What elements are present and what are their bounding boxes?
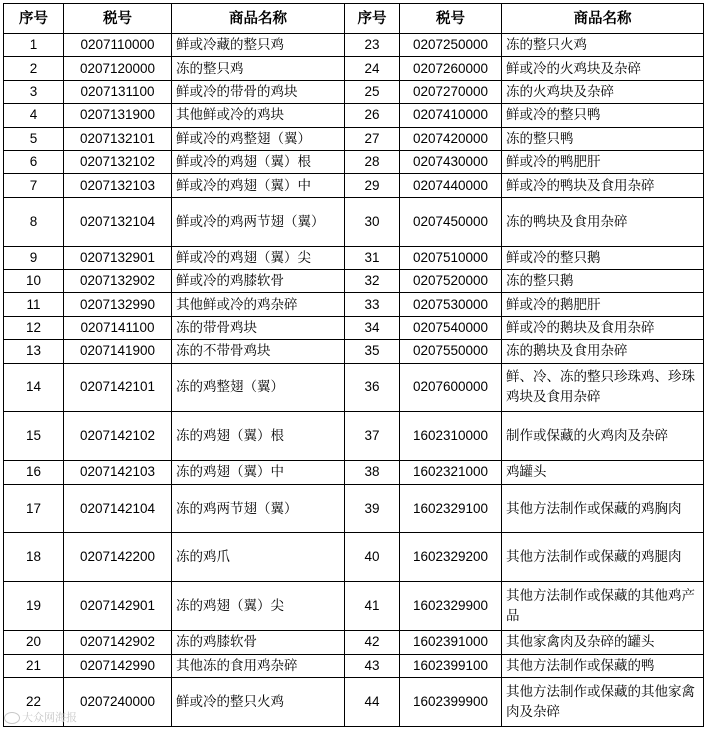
tax-code-right: 0207540000 (400, 316, 502, 339)
table-row (4, 34, 704, 57)
tax-code-right: 0207260000 (400, 57, 502, 80)
product-name-right: 鲜或冷的整只鸭 (502, 104, 704, 127)
watermark-logo-icon (4, 712, 20, 724)
product-name-left: 鲜或冷的带骨的鸡块 (172, 80, 345, 103)
row-number-left: 9 (4, 246, 64, 269)
row-number-left: 6 (4, 150, 64, 173)
product-name-right: 鲜或冷的火鸡块及杂碎 (502, 57, 704, 80)
table-row (4, 412, 704, 461)
row-number-right: 42 (345, 631, 400, 654)
row-number-left: 10 (4, 269, 64, 292)
tax-code-left: 0207132902 (64, 269, 172, 292)
tax-code-right: 0207520000 (400, 269, 502, 292)
product-name-right: 冻的整只鹅 (502, 269, 704, 292)
product-name-right: 冻的鸭块及食用杂碎 (502, 197, 704, 246)
product-name-left: 鲜或冷藏的整只鸡 (172, 34, 345, 57)
row-number-right: 44 (345, 677, 400, 726)
tax-code-right: 1602329100 (400, 484, 502, 533)
product-name-right: 制作或保藏的火鸡肉及杂碎 (502, 412, 704, 461)
table-row (4, 197, 704, 246)
row-number-right: 30 (345, 197, 400, 246)
tax-code-right: 0207270000 (400, 80, 502, 103)
header-no-right: 序号 (345, 4, 400, 34)
row-number-left: 20 (4, 631, 64, 654)
tax-code-right: 0207600000 (400, 363, 502, 412)
header-code-left: 税号 (64, 4, 172, 34)
row-number-right: 24 (345, 57, 400, 80)
tax-code-right: 1602321000 (400, 461, 502, 484)
tax-code-left: 0207142990 (64, 654, 172, 677)
tax-code-left: 0207132102 (64, 150, 172, 173)
tax-code-right: 0207550000 (400, 340, 502, 363)
row-number-right: 41 (345, 582, 400, 631)
product-name-left: 其他鲜或冷的鸡块 (172, 104, 345, 127)
row-number-right: 35 (345, 340, 400, 363)
row-number-left: 7 (4, 174, 64, 197)
product-name-right: 鲜或冷的鹅肥肝 (502, 293, 704, 316)
product-name-left: 冻的鸡翅（翼）根 (172, 412, 345, 461)
header-no-left: 序号 (4, 4, 64, 34)
tax-code-right: 0207510000 (400, 246, 502, 269)
row-number-right: 27 (345, 127, 400, 150)
tax-code-right: 1602399100 (400, 654, 502, 677)
row-number-right: 38 (345, 461, 400, 484)
row-number-right: 39 (345, 484, 400, 533)
row-number-right: 43 (345, 654, 400, 677)
product-name-right: 鲜、冷、冻的整只珍珠鸡、珍珠鸡块及食用杂碎 (502, 363, 704, 412)
tax-code-left: 0207141900 (64, 340, 172, 363)
product-name-left: 冻的鸡翅（翼）中 (172, 461, 345, 484)
header-name-right: 商品名称 (502, 4, 704, 34)
row-number-left: 3 (4, 80, 64, 103)
table-row (4, 461, 704, 484)
product-name-left: 其他冻的食用鸡杂碎 (172, 654, 345, 677)
product-name-left: 鲜或冷的鸡整翅（翼） (172, 127, 345, 150)
tax-code-left: 0207132990 (64, 293, 172, 316)
tax-code-left: 0207131100 (64, 80, 172, 103)
table-row (4, 533, 704, 582)
row-number-left: 22 (4, 677, 64, 726)
tax-code-right: 1602399900 (400, 677, 502, 726)
table-row (4, 127, 704, 150)
product-name-right: 冻的整只鸭 (502, 127, 704, 150)
tax-code-right: 1602391000 (400, 631, 502, 654)
tax-code-left: 0207141100 (64, 316, 172, 339)
product-name-right: 其他家禽肉及杂碎的罐头 (502, 631, 704, 654)
watermark (4, 709, 77, 725)
product-name-left: 冻的鸡膝软骨 (172, 631, 345, 654)
product-name-right: 鲜或冷的整只鹅 (502, 246, 704, 269)
header-code-right: 税号 (400, 4, 502, 34)
row-number-left: 13 (4, 340, 64, 363)
table-row (4, 174, 704, 197)
tax-code-left: 0207142200 (64, 533, 172, 582)
tax-code-left: 0207131900 (64, 104, 172, 127)
table-row (4, 80, 704, 103)
product-name-right: 其他方法制作或保藏的鸭 (502, 654, 704, 677)
tax-code-right: 0207250000 (400, 34, 502, 57)
product-name-left: 冻的鸡整翅（翼） (172, 363, 345, 412)
table-row (4, 269, 704, 292)
row-number-left: 17 (4, 484, 64, 533)
table-row (4, 150, 704, 173)
product-name-right: 其他方法制作或保藏的其他家禽肉及杂碎 (502, 677, 704, 726)
table-row (4, 631, 704, 654)
row-number-left: 21 (4, 654, 64, 677)
tax-code-left: 0207132104 (64, 197, 172, 246)
tax-code-right: 0207440000 (400, 174, 502, 197)
row-number-right: 29 (345, 174, 400, 197)
product-name-right: 其他方法制作或保藏的鸡胸肉 (502, 484, 704, 533)
product-name-left: 冻的鸡两节翅（翼） (172, 484, 345, 533)
tariff-table (3, 3, 704, 727)
table-row (4, 363, 704, 412)
tax-code-left: 0207142902 (64, 631, 172, 654)
row-number-left: 1 (4, 34, 64, 57)
tax-code-left: 0207110000 (64, 34, 172, 57)
product-name-left: 冻的不带骨鸡块 (172, 340, 345, 363)
row-number-right: 40 (345, 533, 400, 582)
row-number-left: 15 (4, 412, 64, 461)
tax-code-right: 0207430000 (400, 150, 502, 173)
product-name-right: 冻的火鸡块及杂碎 (502, 80, 704, 103)
table-row (4, 582, 704, 631)
product-name-right: 冻的整只火鸡 (502, 34, 704, 57)
table-row (4, 654, 704, 677)
row-number-right: 31 (345, 246, 400, 269)
product-name-right: 冻的鹅块及食用杂碎 (502, 340, 704, 363)
tax-code-right: 0207410000 (400, 104, 502, 127)
row-number-left: 4 (4, 104, 64, 127)
product-name-right: 鲜或冷的鸭肥肝 (502, 150, 704, 173)
product-name-right: 其他方法制作或保藏的鸡腿肉 (502, 533, 704, 582)
product-name-left: 鲜或冷的鸡翅（翼）根 (172, 150, 345, 173)
row-number-left: 8 (4, 197, 64, 246)
table-body (4, 34, 704, 727)
row-number-right: 25 (345, 80, 400, 103)
row-number-left: 14 (4, 363, 64, 412)
product-name-left: 其他鲜或冷的鸡杂碎 (172, 293, 345, 316)
row-number-left: 18 (4, 533, 64, 582)
row-number-right: 34 (345, 316, 400, 339)
product-name-left: 鲜或冷的整只火鸡 (172, 677, 345, 726)
row-number-right: 37 (345, 412, 400, 461)
row-number-right: 36 (345, 363, 400, 412)
tax-code-right: 0207420000 (400, 127, 502, 150)
tax-code-left: 0207142102 (64, 412, 172, 461)
tax-code-left: 0207132103 (64, 174, 172, 197)
product-name-left: 鲜或冷的鸡膝软骨 (172, 269, 345, 292)
row-number-left: 11 (4, 293, 64, 316)
row-number-right: 23 (345, 34, 400, 57)
tax-code-left: 0207142104 (64, 484, 172, 533)
product-name-right: 鸡罐头 (502, 461, 704, 484)
product-name-left: 冻的带骨鸡块 (172, 316, 345, 339)
product-name-left: 鲜或冷的鸡翅（翼）尖 (172, 246, 345, 269)
header-row (4, 4, 704, 34)
table-row (4, 104, 704, 127)
table-row (4, 293, 704, 316)
table-row (4, 57, 704, 80)
header-name-left: 商品名称 (172, 4, 345, 34)
product-name-left: 冻的鸡翅（翼）尖 (172, 582, 345, 631)
product-name-left: 冻的鸡爪 (172, 533, 345, 582)
product-name-left: 冻的整只鸡 (172, 57, 345, 80)
row-number-right: 26 (345, 104, 400, 127)
tax-code-left: 0207120000 (64, 57, 172, 80)
tax-code-right: 1602329200 (400, 533, 502, 582)
table-row (4, 484, 704, 533)
product-name-right: 其他方法制作或保藏的其他鸡产品 (502, 582, 704, 631)
row-number-left: 19 (4, 582, 64, 631)
table-row (4, 246, 704, 269)
tax-code-right: 0207450000 (400, 197, 502, 246)
tax-code-left: 0207240000 (64, 677, 172, 726)
tax-code-left: 0207142101 (64, 363, 172, 412)
product-name-left: 鲜或冷的鸡两节翅（翼） (172, 197, 345, 246)
table-row (4, 677, 704, 726)
tax-code-right: 0207530000 (400, 293, 502, 316)
tax-code-right: 1602329900 (400, 582, 502, 631)
product-name-right: 鲜或冷的鸭块及食用杂碎 (502, 174, 704, 197)
row-number-right: 33 (345, 293, 400, 316)
row-number-right: 28 (345, 150, 400, 173)
row-number-left: 5 (4, 127, 64, 150)
tax-code-left: 0207132901 (64, 246, 172, 269)
row-number-right: 32 (345, 269, 400, 292)
table-row (4, 316, 704, 339)
watermark-text: 大众网海报 (22, 711, 77, 724)
tax-code-right: 1602310000 (400, 412, 502, 461)
product-name-right: 鲜或冷的鹅块及食用杂碎 (502, 316, 704, 339)
row-number-left: 2 (4, 57, 64, 80)
product-name-left: 鲜或冷的鸡翅（翼）中 (172, 174, 345, 197)
tax-code-left: 0207132101 (64, 127, 172, 150)
tax-code-left: 0207142901 (64, 582, 172, 631)
tax-code-left: 0207142103 (64, 461, 172, 484)
row-number-left: 12 (4, 316, 64, 339)
row-number-left: 16 (4, 461, 64, 484)
table-row (4, 340, 704, 363)
